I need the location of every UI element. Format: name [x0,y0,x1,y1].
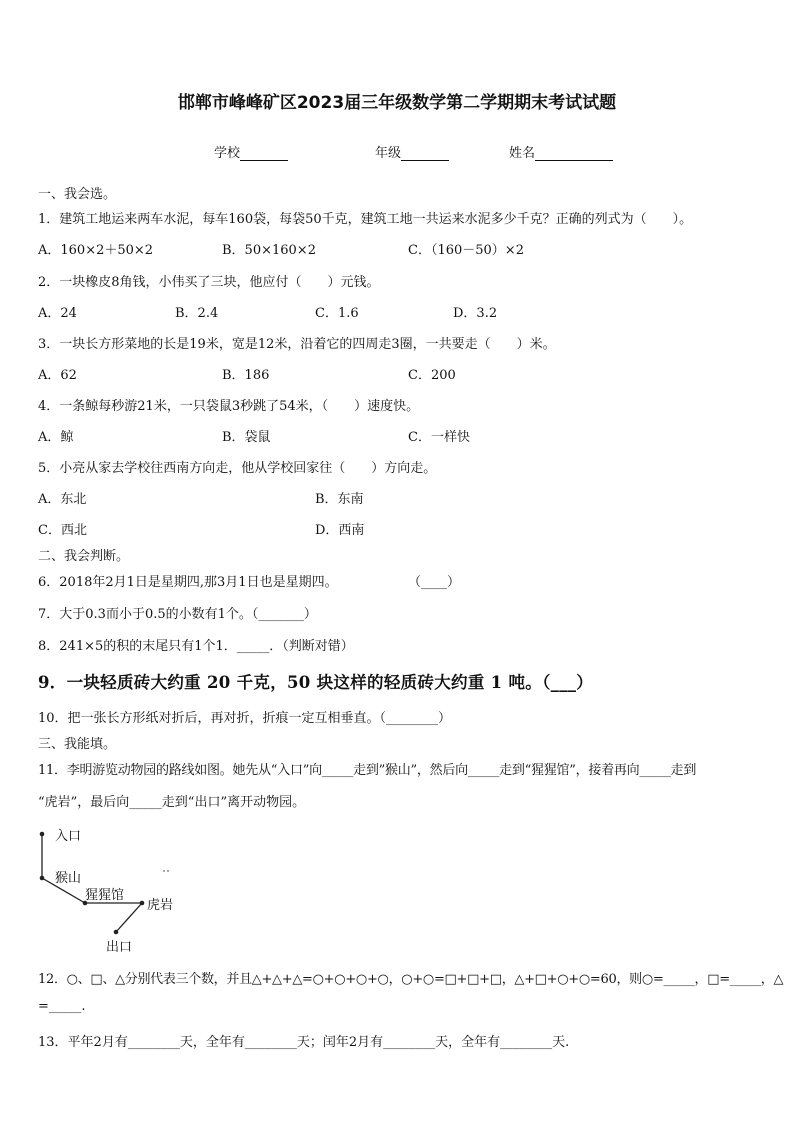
name-field[interactable] [509,142,613,161]
map-label-gorilla: 猩猩馆 [85,888,125,903]
section-choice: 一、我会选。 [38,187,117,202]
school-field[interactable] [214,142,288,161]
question-13: 13．平年2月有________天，全年有________天；闰年2月有________天，全年有________天. [38,1035,570,1050]
grade-field[interactable] [375,142,449,161]
question-5: 5．小亮从家去学校往西南方向走，他从学校回家往（ ）方向走。 [38,461,437,476]
map-label-monkey: 猴山 [55,871,82,886]
q5-option-a[interactable]: A．东北 [38,492,87,507]
q5-option-c[interactable]: C．西北 [38,523,87,538]
q6-answer-blank[interactable]: （____） [408,575,461,590]
page-title: 邯郸市峰峰矿区2023届三年级数学第二学期期末考试试题 [177,93,617,113]
q3-option-c[interactable]: C．200 [408,368,456,383]
question-6: 6．2018年2月1日是星期四,那3月1日也是星期四。 [38,575,338,590]
q4-option-b[interactable]: B．袋鼠 [222,430,271,445]
name-label: 姓名 [509,146,536,161]
grade-label: 年级 [375,146,402,161]
route-tiger-exit [116,903,142,932]
entrance-dot [40,832,45,837]
question-4: 4．一条鲸每秒游21米，一只袋鼠3秒跳了54米，（ ）速度快。 [38,399,420,414]
question-12-line-2: =_____. [38,999,86,1014]
question-1: 1．建筑工地运来两车水泥，每车160袋，每袋50千克，建筑工地一共运来水泥多少千克？正确的列式为（ ）。 [38,212,693,227]
monkey-dot [40,876,45,881]
section-judge: 二、我会判断。 [38,549,130,564]
q5-option-b[interactable]: B．东南 [315,492,364,507]
q2-option-c[interactable]: C．1.6 [315,306,359,321]
question-10: 10．把一张长方形纸对折后，再对折，折痕一定互相垂直。（________） [38,711,452,726]
grade-blank[interactable] [401,146,449,161]
map-label-entrance: 入口 [55,829,82,844]
question-11-line-2: “虎岩”，最后向_____走到“出口”离开动物园。 [38,795,306,810]
q2-option-b[interactable]: B．2.4 [175,306,219,321]
map-label-tiger: 虎岩 [147,898,174,913]
question-2: 2．一块橡皮8角钱，小伟买了三块，他应付（ ）元钱。 [38,275,380,290]
q1-option-c[interactable]: C．（160－50）×2 [408,243,524,258]
q3-option-a[interactable]: A．62 [38,368,77,383]
tiger-dot [140,901,145,906]
question-12-line-1: 12．○、□、△分别代表三个数，并且△+△+△=○+○+○+○，○+○=□+□+□，△+□+○+○=60，则○=_____，□=_____，△ [38,972,784,987]
q1-option-a[interactable]: A．160×2＋50×2 [38,243,154,258]
question-9: 9．一块轻质砖大约重 20 千克，50 块这样的轻质砖大约重 1 吨。（___） [38,673,594,692]
name-blank[interactable] [535,146,613,161]
q4-option-c[interactable]: C．一样快 [408,430,470,445]
q2-option-a[interactable]: A．24 [38,306,77,321]
q4-option-a[interactable]: A．鲸 [38,430,74,445]
school-blank[interactable] [240,146,288,161]
question-8: 8．241×5的积的末尾只有1个1．_____．（判断对错） [38,639,354,654]
map-label-exit: 出口 [106,940,133,955]
question-3: 3．一块长方形菜地的长是19米，宽是12米，沿着它的四周走3圈，一共要走（ ）米。 [38,337,556,352]
q2-option-d[interactable]: D．3.2 [453,306,498,321]
q1-option-b[interactable]: B．50×160×2 [222,243,316,258]
question-11-line-1: 11．李明游览动物园的路线如图。她先从“入口”向_____走到”猴山”，然后向_____走到“猩猩馆”，接着再向_____走到 [38,763,697,778]
section-fill: 三、我能填。 [38,737,117,752]
exit-dot [114,930,119,935]
q3-option-b[interactable]: B．186 [222,368,270,383]
school-label: 学校 [214,146,241,161]
q5-option-d[interactable]: D．西南 [315,523,365,538]
question-7: 7．大于0.3而小于0.5的小数有1个。（_______） [38,607,317,622]
